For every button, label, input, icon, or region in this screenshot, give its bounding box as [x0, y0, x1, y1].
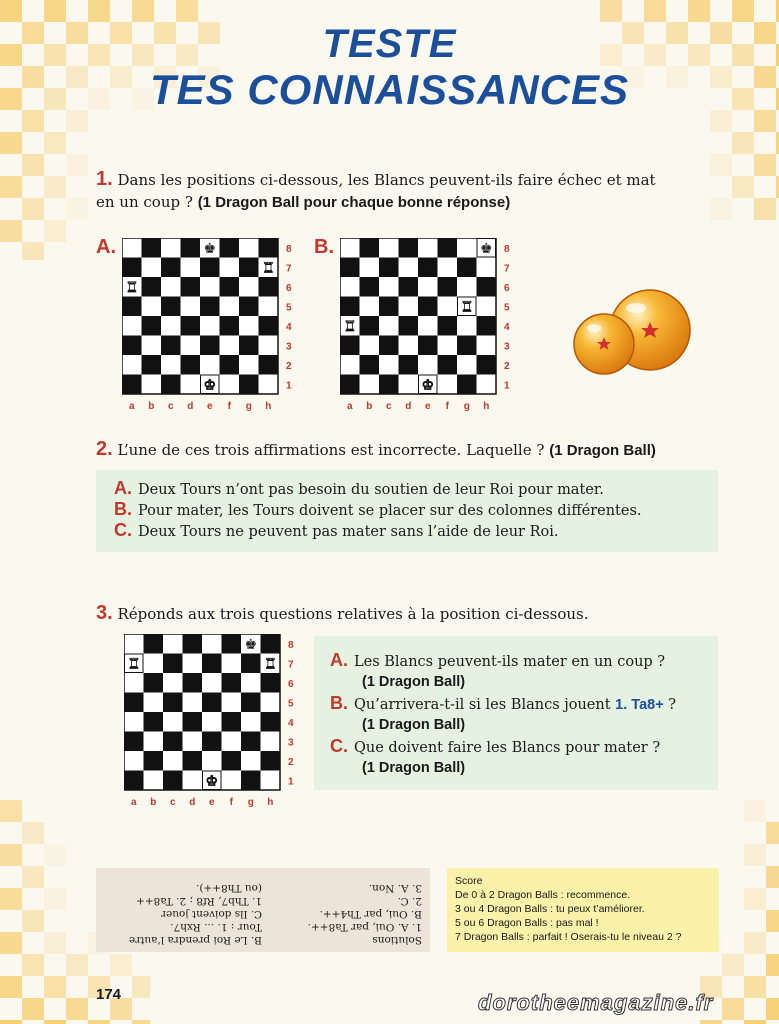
board-square-dark — [418, 258, 438, 278]
checker-square — [754, 198, 776, 220]
checker-square — [754, 154, 776, 176]
board-square-dark — [399, 277, 419, 297]
black-king-piece: ♚ — [479, 240, 493, 257]
file-label: b — [150, 797, 157, 808]
score-line: De 0 à 2 Dragon Balls : recommence. — [455, 889, 631, 901]
checker-square — [44, 176, 66, 198]
rank-label: 7 — [286, 263, 292, 275]
board-square-dark — [360, 277, 380, 297]
rank-label: 8 — [286, 243, 292, 255]
page-number: 174 — [96, 986, 122, 1003]
board-square-dark — [241, 771, 261, 791]
board-square-dark — [261, 751, 281, 771]
score-line: 5 ou 6 Dragon Balls : pas mal ! — [455, 917, 599, 929]
board-square-dark — [220, 316, 240, 336]
checker-square — [22, 954, 44, 976]
part-a-text: Les Blancs peuvent-ils mater en un coup ? — [354, 654, 666, 670]
board-square-dark — [181, 316, 201, 336]
board-square-dark — [142, 316, 162, 336]
file-label: h — [483, 401, 490, 412]
file-label: d — [189, 797, 196, 808]
checker-square — [0, 888, 22, 910]
part-b-text: Qu’arrivera-t-il si les Blancs jouent — [354, 697, 611, 713]
board-square-dark — [418, 336, 438, 356]
board-square-dark — [222, 634, 242, 654]
checker-square — [744, 800, 766, 822]
rank-label: 4 — [504, 321, 510, 333]
file-label: a — [130, 797, 137, 808]
solution-line: 1. A. Oui, par Ta8++. — [307, 921, 422, 933]
checker-square — [766, 910, 779, 932]
checker-square — [0, 800, 22, 822]
white-rook-piece: ♜ — [263, 656, 277, 673]
chessboard-a — [122, 238, 300, 414]
board-square-dark — [183, 751, 203, 771]
checker-square — [732, 0, 754, 22]
checker-square — [22, 998, 44, 1020]
board-square-dark — [259, 316, 279, 336]
board-square-dark — [239, 375, 259, 395]
board-square-dark — [438, 355, 458, 375]
checker-square — [700, 1020, 722, 1024]
solution-line: 3. A. Non. — [368, 882, 422, 894]
checker-square — [44, 1020, 66, 1024]
solutions-box — [96, 868, 430, 952]
board-square-dark — [161, 297, 181, 317]
board-square-dark — [438, 316, 458, 336]
part-c-text: Que doivent faire les Blancs pour mater ? — [354, 740, 661, 756]
board-square-dark — [220, 355, 240, 375]
board-square-dark — [183, 673, 203, 693]
board-square-dark — [122, 297, 142, 317]
checker-square — [132, 1020, 150, 1024]
chessboard-b — [340, 238, 518, 414]
checker-square — [22, 910, 44, 932]
board-square-dark — [340, 297, 360, 317]
checker-square — [0, 220, 22, 242]
board-square-dark — [241, 693, 261, 713]
rank-label: 1 — [286, 380, 292, 392]
rank-label: 6 — [288, 678, 294, 690]
board-square-dark — [222, 673, 242, 693]
rank-label: 4 — [286, 321, 292, 333]
file-label: h — [265, 401, 272, 412]
checker-square — [22, 154, 44, 176]
board-square-dark — [379, 258, 399, 278]
rank-label: 7 — [288, 659, 294, 671]
solutions-column-right — [129, 881, 262, 946]
rank-label: 3 — [288, 737, 294, 749]
board-square-dark — [418, 297, 438, 317]
rank-label: 2 — [504, 360, 510, 372]
file-label: c — [167, 401, 174, 412]
board-square-dark — [222, 751, 242, 771]
file-label: a — [346, 401, 353, 412]
file-label: c — [385, 401, 392, 412]
checker-square — [44, 976, 66, 998]
board-square-dark — [259, 355, 279, 375]
question-1 — [96, 168, 696, 214]
option-b-letter: B. — [114, 499, 132, 519]
board-square-dark — [142, 277, 162, 297]
part-c-letter: C. — [330, 736, 348, 756]
file-label: e — [208, 797, 215, 808]
board-square-dark — [163, 771, 183, 791]
solution-line: 2. C. — [397, 895, 422, 907]
part-b-move: 1. Ta8+ — [615, 697, 664, 713]
checker-square — [132, 976, 150, 998]
board-square-dark — [142, 238, 162, 258]
question-3 — [96, 602, 716, 625]
checker-square — [44, 220, 66, 242]
checker-square — [66, 998, 88, 1020]
board-square-dark — [360, 238, 380, 258]
board-square-dark — [259, 238, 279, 258]
rank-label: 2 — [286, 360, 292, 372]
question-1-text-2: en un coup ? — [96, 193, 193, 211]
checker-square — [22, 198, 44, 220]
checker-square — [0, 932, 22, 954]
option-c-text: Deux Tours ne peuvent pas mater sans l’aide de leur Roi. — [138, 524, 559, 540]
board-square-dark — [259, 277, 279, 297]
board-square-dark — [181, 277, 201, 297]
question-1-text: Dans les positions ci-dessous, les Blancs peuvent-ils faire échec et mat — [117, 171, 656, 189]
file-label: e — [424, 401, 431, 412]
part-a-points: (1 Dragon Ball) — [362, 674, 466, 690]
question-2-option-a — [114, 478, 604, 500]
rank-label: 5 — [286, 302, 292, 314]
board-square-dark — [183, 712, 203, 732]
white-rook-piece: ♜ — [343, 318, 357, 335]
board-square-dark — [360, 355, 380, 375]
board-square-dark — [163, 693, 183, 713]
board-square-dark — [144, 634, 164, 654]
checker-square — [710, 154, 732, 176]
checker-square — [766, 822, 779, 844]
rank-label: 6 — [286, 282, 292, 294]
board-square-dark — [340, 336, 360, 356]
part-b-after: ? — [668, 697, 677, 713]
checker-square — [732, 132, 754, 154]
board-square-dark — [161, 375, 181, 395]
white-king-piece: ♚ — [203, 377, 217, 394]
rank-label: 3 — [504, 341, 510, 353]
option-b-text: Pour mater, les Tours doivent se placer sur des colonnes différentes. — [138, 503, 642, 519]
board-square-dark — [124, 732, 144, 752]
checker-square — [722, 998, 744, 1020]
question-3-part-a — [330, 650, 710, 692]
black-king-piece: ♚ — [203, 240, 217, 257]
board-square-dark — [122, 336, 142, 356]
score-heading: Score — [455, 875, 483, 887]
board-square-dark — [181, 355, 201, 375]
question-3-text: Réponds aux trois questions relatives à la position ci-dessous. — [117, 605, 589, 623]
board-square-dark — [477, 316, 497, 336]
rank-label: 6 — [504, 282, 510, 294]
page-title-line-2: TES CONNAISSANCES — [149, 66, 630, 113]
board-square-dark — [142, 355, 162, 375]
file-label: b — [366, 401, 373, 412]
board-square-dark — [200, 258, 220, 278]
checker-square — [44, 844, 66, 866]
checker-square — [88, 0, 110, 22]
board-square-dark — [241, 732, 261, 752]
board-square-dark — [183, 634, 203, 654]
question-2-points: (1 Dragon Ball) — [549, 442, 656, 459]
board-square-dark — [200, 297, 220, 317]
rank-label: 1 — [288, 776, 294, 788]
board-square-dark — [144, 673, 164, 693]
board-square-dark — [122, 375, 142, 395]
part-c-points: (1 Dragon Ball) — [362, 760, 466, 776]
board-square-dark — [220, 238, 240, 258]
solution-line: Solutions — [372, 934, 422, 946]
board-square-dark — [438, 238, 458, 258]
part-b-letter: B. — [330, 693, 348, 713]
board-square-dark — [340, 375, 360, 395]
checker-square — [44, 888, 66, 910]
solution-line: B. Le Roi prendra l’autre — [128, 934, 262, 946]
checker-square — [744, 888, 766, 910]
checker-square — [22, 822, 44, 844]
checker-square — [0, 0, 22, 22]
checker-square — [88, 1020, 110, 1024]
checker-square — [744, 844, 766, 866]
board-square-dark — [222, 712, 242, 732]
file-label: h — [267, 797, 274, 808]
question-1-number: 1. — [96, 168, 113, 190]
file-label: a — [128, 401, 135, 412]
board-square-dark — [239, 297, 259, 317]
file-label: d — [187, 401, 194, 412]
board-square-dark — [241, 654, 261, 674]
option-a-text: Deux Tours n’ont pas besoin du soutien de leur Roi pour mater. — [138, 482, 604, 498]
rank-label: 8 — [504, 243, 510, 255]
checker-square — [66, 198, 88, 220]
checker-square — [766, 998, 779, 1020]
board-square-dark — [360, 316, 380, 336]
board-square-dark — [124, 771, 144, 791]
checker-square — [44, 132, 66, 154]
dragon-balls-illustration — [570, 286, 696, 382]
board-square-dark — [477, 277, 497, 297]
option-a-letter: A. — [114, 478, 132, 498]
file-label: g — [463, 401, 470, 412]
rank-label: 5 — [504, 302, 510, 314]
board-square-dark — [261, 712, 281, 732]
checker-square — [132, 0, 154, 22]
board-square-dark — [220, 277, 240, 297]
board-square-dark — [457, 375, 477, 395]
file-label: e — [206, 401, 213, 412]
solution-line: Tour : 1. ... Rxh7. — [170, 921, 262, 933]
checker-square — [66, 954, 88, 976]
page-title-line-1: TESTE — [322, 22, 457, 66]
file-label: d — [405, 401, 412, 412]
file-label: f — [229, 797, 233, 808]
board-a-label: A. — [96, 236, 116, 258]
checker-square — [600, 0, 622, 22]
file-label: c — [169, 797, 176, 808]
rank-label: 5 — [288, 698, 294, 710]
white-king-piece: ♚ — [421, 377, 435, 394]
rank-label: 7 — [504, 263, 510, 275]
checker-square — [66, 154, 88, 176]
white-rook-piece: ♜ — [127, 656, 141, 673]
board-square-dark — [340, 258, 360, 278]
board-square-dark — [163, 654, 183, 674]
board-square-dark — [399, 355, 419, 375]
rank-label: 1 — [504, 380, 510, 392]
site-watermark: dorotheemagazine.fr — [478, 990, 714, 1015]
white-rook-piece: ♜ — [261, 260, 275, 277]
rank-label: 4 — [288, 717, 294, 729]
question-2-number: 2. — [96, 438, 113, 460]
checker-square — [22, 866, 44, 888]
board-square-dark — [239, 336, 259, 356]
file-label: g — [247, 797, 254, 808]
board-square-dark — [144, 751, 164, 771]
score-line: 7 Dragon Balls : parfait ! Oserais-tu le niveau 2 ? — [455, 931, 682, 943]
file-label: b — [148, 401, 155, 412]
board-square-dark — [163, 732, 183, 752]
chessboard-c — [124, 634, 302, 810]
file-label: f — [227, 401, 231, 412]
score-box — [447, 868, 719, 952]
question-3-number: 3. — [96, 602, 113, 624]
checker-square — [744, 976, 766, 998]
board-square-dark — [379, 375, 399, 395]
solution-line: (ou Th8++). — [196, 882, 262, 894]
question-2-option-c — [114, 520, 558, 542]
checker-square — [688, 0, 710, 22]
board-square-dark — [122, 258, 142, 278]
board-square-dark — [161, 336, 181, 356]
board-square-dark — [457, 258, 477, 278]
board-square-dark — [239, 258, 259, 278]
board-square-dark — [477, 355, 497, 375]
file-label: g — [245, 401, 252, 412]
question-1-points: (1 Dragon Ball pour chaque bonne réponse) — [197, 194, 511, 211]
question-3-part-c — [330, 736, 710, 778]
checker-square — [110, 954, 132, 976]
checker-square — [22, 242, 44, 260]
white-rook-piece: ♜ — [460, 299, 474, 316]
board-b-label: B. — [314, 236, 334, 258]
checker-square — [0, 844, 22, 866]
solution-line: B. Oui, par Th4++. — [319, 908, 422, 920]
question-2-option-b — [114, 499, 642, 521]
board-square-dark — [457, 336, 477, 356]
board-square-dark — [202, 732, 222, 752]
board-square-dark — [399, 316, 419, 336]
score-line: 3 ou 4 Dragon Balls : tu peux t’améliorer. — [455, 903, 645, 915]
board-square-dark — [161, 258, 181, 278]
checker-square — [0, 1020, 22, 1024]
board-square-dark — [181, 238, 201, 258]
board-square-dark — [379, 297, 399, 317]
checker-square — [766, 866, 779, 888]
board-square-dark — [200, 336, 220, 356]
checker-square — [44, 932, 66, 954]
board-square-dark — [399, 238, 419, 258]
question-2 — [96, 438, 716, 462]
checker-square — [732, 176, 754, 198]
question-3-part-b — [330, 693, 710, 735]
board-square-dark — [261, 634, 281, 654]
file-label: f — [445, 401, 449, 412]
solution-line: C. Ils doivent jouer — [160, 908, 262, 920]
checker-square — [176, 0, 198, 22]
solution-line: 1. Thb7, Rf8 ; 2. Ta8++ — [136, 895, 262, 907]
board-square-dark — [144, 712, 164, 732]
checker-square — [722, 954, 744, 976]
checker-square — [766, 954, 779, 976]
checker-square — [744, 932, 766, 954]
solutions-upside-down — [96, 868, 430, 952]
part-a-letter: A. — [330, 650, 348, 670]
board-square-dark — [379, 336, 399, 356]
part-b-points: (1 Dragon Ball) — [362, 717, 466, 733]
rank-label: 2 — [288, 756, 294, 768]
checker-square — [710, 198, 732, 220]
white-rook-piece: ♜ — [125, 279, 139, 296]
board-square-dark — [202, 654, 222, 674]
rank-label: 3 — [286, 341, 292, 353]
checker-square — [744, 1020, 766, 1024]
black-king-piece: ♚ — [244, 636, 258, 653]
board-square-dark — [438, 277, 458, 297]
rank-label: 8 — [288, 639, 294, 651]
board-square-dark — [124, 693, 144, 713]
solutions-column-left — [308, 881, 422, 946]
board-square-dark — [202, 693, 222, 713]
checker-square — [0, 976, 22, 998]
checker-square — [44, 0, 66, 22]
question-2-text: L’une de ces trois affirmations est incorrecte. Laquelle ? — [117, 441, 545, 459]
checker-square — [644, 0, 666, 22]
white-king-piece: ♚ — [205, 773, 219, 790]
option-c-letter: C. — [114, 520, 132, 540]
checker-square — [0, 132, 22, 154]
checker-square — [0, 176, 22, 198]
board-square-dark — [261, 673, 281, 693]
